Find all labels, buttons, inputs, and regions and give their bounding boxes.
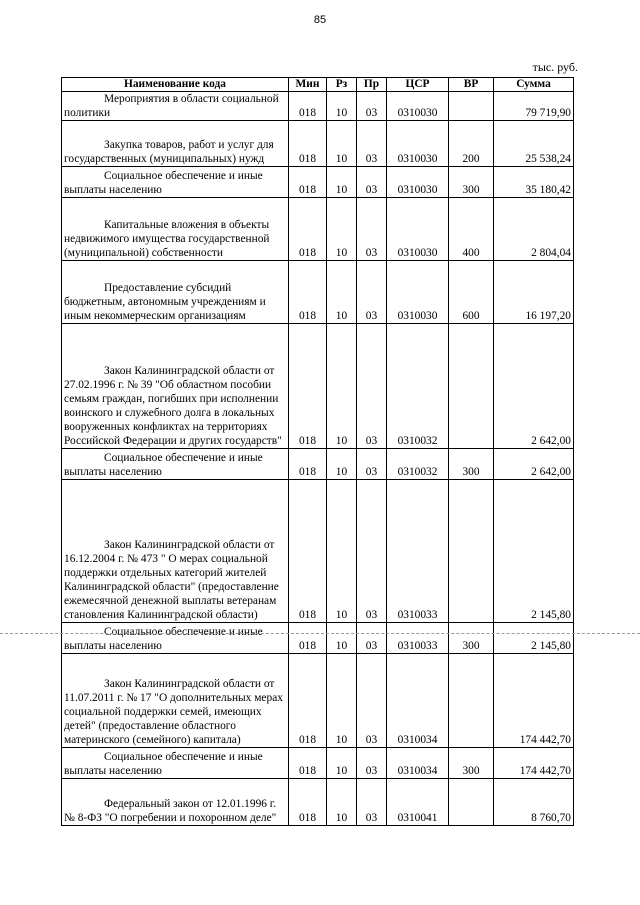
row-pr: 03	[357, 167, 387, 198]
row-rz: 10	[327, 324, 357, 449]
row-vr	[449, 779, 494, 826]
row-rz: 10	[327, 92, 357, 121]
row-name: Закон Калининградской области от 11.07.2011 г. № 17 "О дополнительных мерах социальной поддержки семей, имеющих детей" (предоставление областного материнского (семейного) капитала)	[62, 654, 289, 748]
row-vr: 600	[449, 261, 494, 324]
row-rz: 10	[327, 748, 357, 779]
table-row	[62, 324, 574, 449]
row-min: 018	[289, 480, 327, 623]
header-rz: Рз	[327, 78, 357, 92]
row-sum: 2 642,00	[494, 449, 574, 480]
page-number: 85	[313, 14, 327, 26]
row-vr: 400	[449, 198, 494, 261]
header-name: Наименование кода	[62, 78, 289, 92]
row-pr: 03	[357, 449, 387, 480]
row-pr: 03	[357, 480, 387, 623]
row-min: 018	[289, 449, 327, 480]
table-row	[62, 654, 574, 748]
row-min: 018	[289, 167, 327, 198]
row-min: 018	[289, 748, 327, 779]
row-pr: 03	[357, 121, 387, 167]
row-csr: 0310030	[387, 198, 449, 261]
row-rz: 10	[327, 449, 357, 480]
row-sum: 174 442,70	[494, 748, 574, 779]
header-row	[62, 78, 574, 92]
row-min: 018	[289, 121, 327, 167]
row-name: Мероприятия в области социальной политики	[62, 92, 289, 121]
table-row	[62, 261, 574, 324]
row-min: 018	[289, 198, 327, 261]
row-csr: 0310033	[387, 480, 449, 623]
row-rz: 10	[327, 261, 357, 324]
row-min: 018	[289, 623, 327, 654]
row-min: 018	[289, 654, 327, 748]
header-csr: ЦСР	[387, 78, 449, 92]
table-row	[62, 449, 574, 480]
row-csr: 0310034	[387, 654, 449, 748]
row-sum: 2 145,80	[494, 623, 574, 654]
row-name: Закон Калининградской области от 27.02.1996 г. № 39 "Об областном пособии семьям граждан, погибших при исполнении воинского и служебного долга в локальных вооруженных конфликтах на территориях Российской Федерации и других государств"	[62, 324, 289, 449]
row-vr	[449, 480, 494, 623]
row-pr: 03	[357, 261, 387, 324]
row-sum: 16 197,20	[494, 261, 574, 324]
row-pr: 03	[357, 92, 387, 121]
table-row	[62, 92, 574, 121]
row-name: Социальное обеспечение и иные выплаты населению	[62, 449, 289, 480]
row-name: Федеральный закон от 12.01.1996 г. № 8-ФЗ "О погребении и похоронном деле"	[62, 779, 289, 826]
row-sum: 2 804,04	[494, 198, 574, 261]
row-vr: 300	[449, 623, 494, 654]
row-vr	[449, 92, 494, 121]
row-vr: 300	[449, 449, 494, 480]
table-row	[62, 480, 574, 623]
row-csr: 0310030	[387, 261, 449, 324]
row-pr: 03	[357, 654, 387, 748]
table-row	[62, 121, 574, 167]
row-sum: 25 538,24	[494, 121, 574, 167]
row-name: Предоставление субсидий бюджетным, автономным учреждениям и иным некоммерческим организациям	[62, 261, 289, 324]
budget-table	[61, 77, 574, 826]
row-name: Социальное обеспечение и иные выплаты населению	[62, 623, 289, 654]
header-pr: Пр	[357, 78, 387, 92]
row-rz: 10	[327, 167, 357, 198]
row-sum: 79 719,90	[494, 92, 574, 121]
row-rz: 10	[327, 121, 357, 167]
row-sum: 174 442,70	[494, 654, 574, 748]
row-csr: 0310034	[387, 748, 449, 779]
header-sum: Сумма	[494, 78, 574, 92]
table-row	[62, 748, 574, 779]
table-row	[62, 167, 574, 198]
row-rz: 10	[327, 654, 357, 748]
row-name: Закупка товаров, работ и услуг для государственных (муниципальных) нужд	[62, 121, 289, 167]
row-pr: 03	[357, 324, 387, 449]
row-min: 018	[289, 261, 327, 324]
unit-label: тыс. руб.	[532, 60, 578, 74]
row-vr: 300	[449, 167, 494, 198]
row-vr	[449, 324, 494, 449]
row-sum: 2 642,00	[494, 324, 574, 449]
row-csr: 0310030	[387, 167, 449, 198]
table-row	[62, 623, 574, 654]
row-name: Социальное обеспечение и иные выплаты населению	[62, 748, 289, 779]
row-csr: 0310032	[387, 324, 449, 449]
row-pr: 03	[357, 779, 387, 826]
row-name: Социальное обеспечение и иные выплаты населению	[62, 167, 289, 198]
scan-fold-line	[0, 633, 640, 634]
row-csr: 0310033	[387, 623, 449, 654]
row-sum: 8 760,70	[494, 779, 574, 826]
row-min: 018	[289, 779, 327, 826]
row-pr: 03	[357, 748, 387, 779]
row-pr: 03	[357, 198, 387, 261]
row-csr: 0310032	[387, 449, 449, 480]
row-vr	[449, 654, 494, 748]
row-min: 018	[289, 324, 327, 449]
row-csr: 0310041	[387, 779, 449, 826]
row-rz: 10	[327, 779, 357, 826]
row-sum: 2 145,80	[494, 480, 574, 623]
row-sum: 35 180,42	[494, 167, 574, 198]
row-pr: 03	[357, 623, 387, 654]
row-rz: 10	[327, 480, 357, 623]
row-name: Закон Калининградской области от 16.12.2004 г. № 473 " О мерах социальной поддержки отдельных категорий жителей Калининградской области" (предоставление ежемесячной денежной выплаты ветеранам становления Калининградской области)	[62, 480, 289, 623]
row-vr: 200	[449, 121, 494, 167]
row-vr: 300	[449, 748, 494, 779]
row-csr: 0310030	[387, 121, 449, 167]
header-min: Мин	[289, 78, 327, 92]
row-name: Капитальные вложения в объекты недвижимого имущества государственной (муниципальной) собственности	[62, 198, 289, 261]
table-row	[62, 198, 574, 261]
row-min: 018	[289, 92, 327, 121]
table-row	[62, 779, 574, 826]
row-rz: 10	[327, 198, 357, 261]
row-csr: 0310030	[387, 92, 449, 121]
header-vr: ВР	[449, 78, 494, 92]
row-rz: 10	[327, 623, 357, 654]
